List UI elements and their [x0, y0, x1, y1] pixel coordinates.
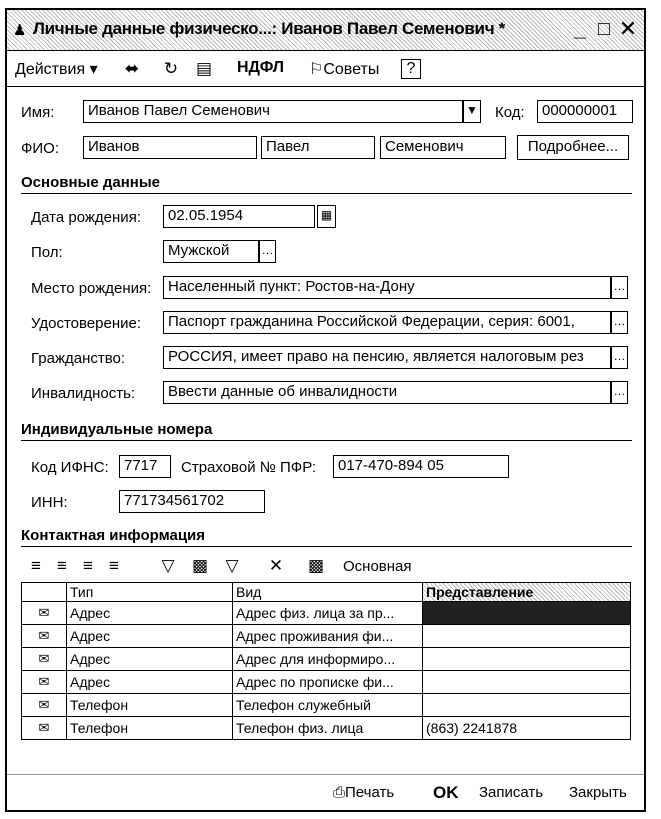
- calendar-icon: ▦: [320, 208, 333, 222]
- row-type: Телефон: [67, 717, 233, 740]
- edit-row-icon[interactable]: ≡: [83, 556, 93, 575]
- birthplace-input[interactable]: Населенный пункт: Ростов-на-Дону: [163, 276, 611, 299]
- ids-section-title: Индивидуальные номера: [21, 421, 213, 438]
- row-kind: Телефон служебный: [233, 694, 423, 717]
- printer-icon: ⎙: [333, 784, 346, 801]
- basic-data-section-title: Основные данные: [21, 174, 160, 191]
- row-type: Адрес: [67, 602, 233, 625]
- window-title: Личные данные физическо...: Иванов Павел Семенович *: [33, 19, 505, 38]
- row-type: Адрес: [67, 625, 233, 648]
- birthplace-select-button[interactable]: [611, 276, 628, 299]
- document-icon[interactable]: ▤: [195, 59, 213, 78]
- chevron-down-icon: ▾: [89, 61, 98, 78]
- close-button[interactable]: Закрыть: [569, 784, 627, 801]
- divider: [21, 193, 632, 194]
- copy-row-icon[interactable]: ≡: [57, 556, 67, 575]
- code-input[interactable]: 000000001: [537, 100, 633, 123]
- row-kind: Адрес проживания фи...: [233, 625, 423, 648]
- chevron-down-icon: ▼: [466, 103, 478, 117]
- contacts-table: [21, 582, 631, 740]
- name-input[interactable]: Иванов Павел Семенович: [83, 100, 463, 123]
- envelope-icon: ✉: [22, 694, 67, 717]
- sex-input[interactable]: Мужской: [163, 240, 259, 263]
- sex-label: Пол:: [31, 244, 63, 261]
- maximize-button[interactable]: □: [597, 18, 611, 40]
- table-row[interactable]: [22, 602, 631, 625]
- row-type: Адрес: [67, 648, 233, 671]
- row-repr[interactable]: (863) 2241878: [423, 717, 631, 740]
- help-button[interactable]: ?: [401, 59, 421, 79]
- citizenship-select-button[interactable]: [611, 346, 628, 369]
- table-header-kind[interactable]: Вид: [233, 583, 423, 602]
- filter-icon[interactable]: ▽: [161, 556, 175, 575]
- citizenship-input[interactable]: РОССИЯ, имеет право на пенсию, является налоговым рез: [163, 346, 611, 369]
- ellipsis-icon: …: [613, 384, 626, 398]
- name-dropdown-button[interactable]: [463, 100, 481, 123]
- first-name-input[interactable]: Павел: [261, 136, 375, 159]
- ndfl-button[interactable]: НДФЛ: [237, 59, 285, 76]
- pfr-input[interactable]: 017-470-894 05: [333, 455, 509, 478]
- footer: [7, 774, 644, 809]
- ok-button[interactable]: OK: [433, 783, 459, 802]
- last-name-input[interactable]: Иванов: [83, 136, 257, 159]
- row-type: Адрес: [67, 671, 233, 694]
- table-row[interactable]: [22, 648, 631, 671]
- disability-input[interactable]: Ввести данные об инвалидности: [163, 381, 611, 404]
- contacts-section-title: Контактная информация: [21, 527, 206, 544]
- ellipsis-icon: …: [261, 243, 274, 257]
- id-doc-input[interactable]: Паспорт гражданина Российской Федерации, серия: 6001,: [163, 311, 611, 334]
- divider: [21, 440, 632, 441]
- tips-label: Советы: [323, 61, 380, 78]
- print-button[interactable]: [333, 784, 394, 801]
- disability-select-button[interactable]: [611, 381, 628, 404]
- birth-date-label: Дата рождения:: [31, 209, 141, 226]
- birthplace-label: Место рождения:: [31, 280, 152, 297]
- code-label: Код:: [495, 104, 525, 121]
- ellipsis-icon: …: [613, 314, 626, 328]
- id-doc-select-button[interactable]: [611, 311, 628, 334]
- minimize-button[interactable]: _: [573, 16, 587, 41]
- row-kind: Телефон физ. лица: [233, 717, 423, 740]
- refresh-icon[interactable]: ↻: [163, 59, 179, 78]
- table-header-repr[interactable]: Представление: [423, 583, 631, 602]
- table-row[interactable]: [22, 625, 631, 648]
- user-icon: ♟: [13, 22, 27, 39]
- birth-date-input[interactable]: 02.05.1954: [163, 205, 315, 228]
- set-main-button[interactable]: Основная: [343, 558, 412, 575]
- set-main-icon[interactable]: ▩: [307, 556, 325, 575]
- envelope-icon: ✉: [22, 717, 67, 740]
- print-label: Печать: [345, 784, 395, 801]
- table-header-icon: [22, 583, 67, 602]
- table-row[interactable]: [22, 717, 631, 740]
- envelope-icon: ✉: [22, 648, 67, 671]
- row-kind: Адрес для информиро...: [233, 648, 423, 671]
- table-header-row: [22, 583, 631, 602]
- contacts-toolbar: [21, 553, 481, 579]
- details-button[interactable]: Подробнее...: [517, 135, 629, 160]
- lightbulb-icon: ⚐: [309, 61, 324, 78]
- inn-input[interactable]: 771734561702: [119, 490, 265, 513]
- calendar-button[interactable]: [317, 205, 336, 228]
- name-label: Имя:: [21, 104, 55, 121]
- row-repr[interactable]: [423, 602, 631, 625]
- filter-list-icon[interactable]: ▩: [191, 556, 209, 575]
- divider: [21, 546, 632, 547]
- toolbar: [7, 52, 644, 87]
- sex-select-button[interactable]: [259, 240, 276, 263]
- envelope-icon: ✉: [22, 602, 67, 625]
- table-header-type[interactable]: Тип: [67, 583, 233, 602]
- citizenship-label: Гражданство:: [31, 350, 126, 367]
- delete-row-icon[interactable]: ≡: [109, 556, 119, 575]
- ellipsis-icon: …: [613, 349, 626, 363]
- add-row-icon[interactable]: ≡: [31, 556, 41, 575]
- actions-label: Действия: [15, 61, 86, 78]
- disability-label: Инвалидность:: [31, 385, 136, 402]
- envelope-icon: ✉: [22, 671, 67, 694]
- middle-name-input[interactable]: Семенович: [380, 136, 506, 159]
- row-repr[interactable]: [423, 625, 631, 648]
- envelope-icon: ✉: [22, 625, 67, 648]
- actions-menu[interactable]: [15, 59, 98, 79]
- ifns-label: Код ИФНС:: [31, 459, 109, 476]
- row-kind: Адрес физ. лица за пр...: [233, 602, 423, 625]
- row-repr[interactable]: [423, 648, 631, 671]
- row-repr[interactable]: [423, 671, 631, 694]
- row-type: Телефон: [67, 694, 233, 717]
- id-doc-label: Удостоверение:: [31, 315, 141, 332]
- table-row[interactable]: [22, 694, 631, 717]
- row-repr[interactable]: [423, 694, 631, 717]
- inn-label: ИНН:: [31, 494, 68, 511]
- save-button[interactable]: Записать: [479, 784, 544, 801]
- title-bar: [7, 10, 644, 51]
- filter-dropdown-icon[interactable]: ▽: [225, 556, 239, 575]
- close-window-button[interactable]: ✕: [618, 16, 638, 41]
- fio-label: ФИО:: [21, 140, 60, 157]
- personal-data-window: [5, 8, 646, 812]
- ifns-input[interactable]: 7717: [119, 455, 171, 478]
- tips-button[interactable]: [309, 59, 379, 79]
- ellipsis-icon: …: [613, 279, 626, 293]
- table-row[interactable]: [22, 671, 631, 694]
- move-icon[interactable]: ⬌: [124, 59, 140, 78]
- clear-filter-icon[interactable]: ✕: [268, 556, 284, 575]
- row-kind: Адрес по прописке фи...: [233, 671, 423, 694]
- pfr-label: Страховой № ПФР:: [181, 459, 317, 476]
